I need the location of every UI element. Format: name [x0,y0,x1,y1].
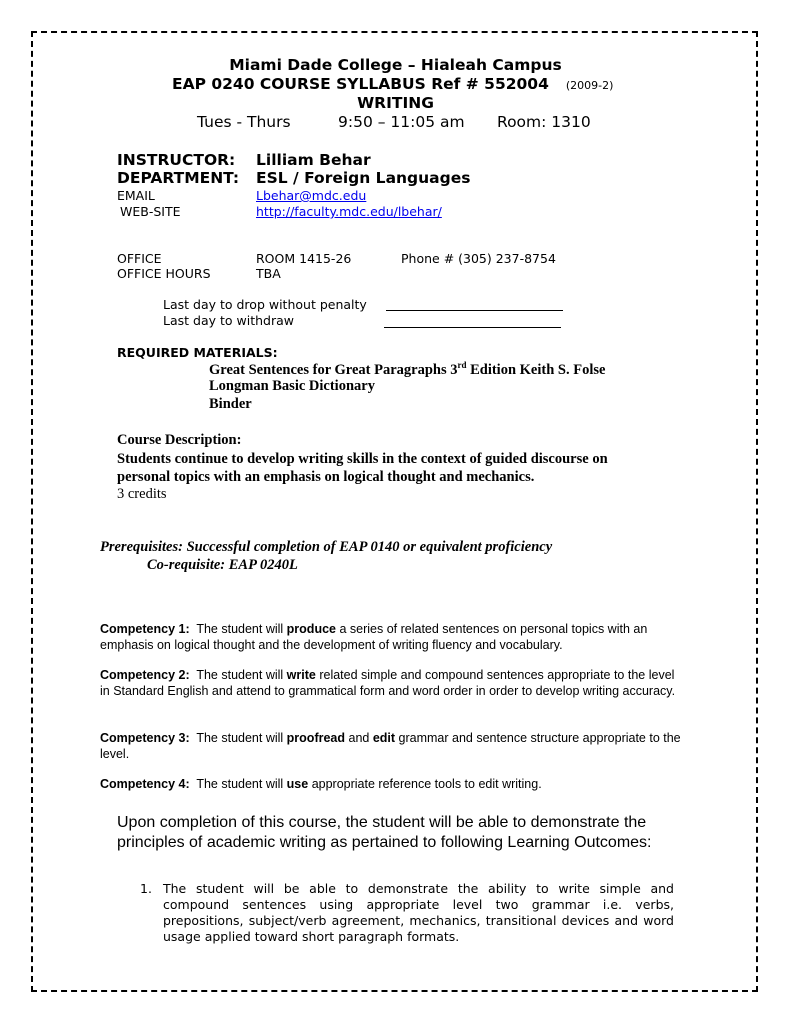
withdraw-deadline-label: Last day to withdraw [163,313,294,328]
competency-2 [100,667,685,699]
course-title: EAP 0240 COURSE SYLLABUS Ref # 552004 [172,75,549,93]
schedule-room: Room: 1310 [497,113,591,131]
department-name: ESL / Foreign Languages [256,169,471,187]
competency-1 [100,621,685,653]
outcome-text: The student will be able to demonstrate the ability to write simple and compound sentences using appropriate level two grammar i.e. verbs, prepositions, subject/verb agreement, mechanics, transitional devices and word usage applied toward short paragraph formats. [163,881,674,944]
competency-text: related simple and compound sentences appropriate to the level in Standard English and attend to grammatical form and word order in order to develop writing accuracy. [100,668,676,698]
office-label: OFFICE [117,251,162,266]
outcome-number: 1. [140,881,152,896]
competency-verb: use [286,777,309,791]
website-label: WEB-SITE [120,204,181,219]
competency-verb: proofread [286,731,346,745]
edition-superscript: rd [457,360,467,370]
office-room: ROOM 1415-26 [256,251,352,266]
website-link[interactable]: http://faculty.mdc.edu/lbehar/ [256,204,442,219]
competency-3 [100,730,685,762]
textbook-title: Great Sentences for Great Paragraphs 3 [209,361,458,378]
drop-deadline-label: Last day to drop without penalty [163,297,367,312]
material-textbook [209,360,605,379]
competency-label: Competency 3: [100,731,190,745]
course-subject: WRITING [357,94,434,112]
textbook-edition-author: Edition Keith S. Folse [466,361,606,378]
competency-text: appropriate reference tools to edit writing. [308,777,542,791]
term-code: (2009-2) [565,79,614,92]
college-title: Miami Dade College – Hialeah Campus [229,56,562,74]
materials-label: REQUIRED MATERIALS: [117,345,278,360]
prerequisites: Prerequisites: Successful completion of EAP 0140 or equivalent proficiency [100,539,553,555]
office-phone: Phone # (305) 237-8754 [401,251,556,266]
schedule-days: Tues - Thurs [197,113,291,131]
drop-deadline-blank [386,310,563,311]
instructor-label: INSTRUCTOR: [117,151,236,169]
competency-label: Competency 4: [100,777,190,791]
description-heading: Course Description: [117,432,242,448]
material-dictionary: Longman Basic Dictionary [209,378,375,394]
email-link[interactable]: Lbehar@mdc.edu [256,188,367,203]
office-hours-value: TBA [256,266,281,281]
outcomes-intro: Upon completion of this course, the student will be able to demonstrate the principles of academic writing as pertained to following Learning Outcomes: [117,814,652,851]
material-binder: Binder [209,396,252,412]
competency-text: a series of related sentences on personal topics with an emphasis on logical thought and the development of writing fluency and vocabulary. [100,622,648,652]
department-label: DEPARTMENT: [117,169,240,187]
competency-verb: edit [372,731,396,745]
competency-text: and [345,731,373,745]
competency-verb: write [286,668,316,682]
competency-text: The student will [196,622,287,636]
email-label: EMAIL [117,188,155,203]
credits: 3 credits [117,486,167,502]
course-header [172,75,613,93]
instructor-name: Lilliam Behar [256,151,371,169]
corequisite: Co-requisite: EAP 0240L [147,557,298,573]
competency-label: Competency 1: [100,622,190,636]
competency-text: The student will [196,777,287,791]
withdraw-deadline-blank [384,327,561,328]
competency-verb: produce [286,622,336,636]
competency-label: Competency 2: [100,668,190,682]
description-text: Students continue to develop writing skills in the context of guided discourse on personal topics with an emphasis on logical thought and mechanics. [117,451,608,485]
office-hours-label: OFFICE HOURS [117,266,211,281]
competency-text: The student will [196,731,287,745]
competency-text: The student will [196,668,287,682]
competency-text: grammar and sentence structure appropriate to the level. [100,731,681,761]
schedule-time: 9:50 – 11:05 am [338,113,465,131]
competency-4 [100,776,685,792]
